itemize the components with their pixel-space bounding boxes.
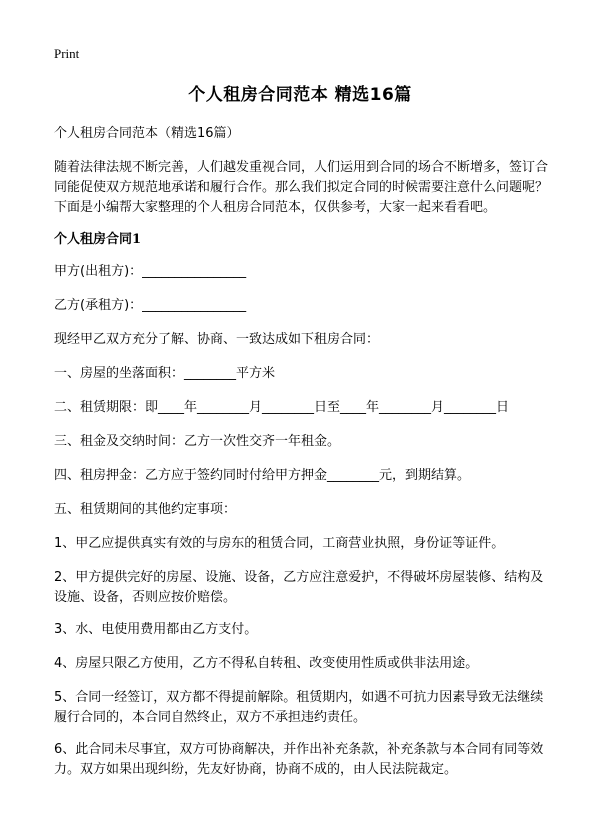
- party-a-line: 甲方(出租方)：________________: [54, 264, 247, 279]
- list-item-3: 3、水、电使用费用都由乙方支付。: [54, 622, 258, 637]
- section-heading: 个人租房合同1: [54, 232, 142, 247]
- print-label: Print: [54, 46, 80, 61]
- clause-4: 四、租房押金：乙方应于签约同时付给甲方押金________元，到期结算。: [54, 468, 471, 483]
- party-b-line: 乙方(承租方)：________________: [54, 298, 247, 313]
- list-item-4: 4、房屋只限乙方使用，乙方不得私自转租、改变使用性质或供非法用途。: [54, 656, 479, 671]
- page-title: 个人租房合同范本 精选16篇: [188, 85, 412, 105]
- clause-2: 二、租赁期限：即____年________月________日至____年________月________日: [54, 400, 510, 415]
- list-item-1: 1、甲乙应提供真实有效的与房东的租赁合同，工商营业执照，身份证等证件。: [54, 536, 505, 551]
- list-item-2: 2、甲方提供完好的房屋、设施、设备，乙方应注意爱护，不得破坏房屋装修、结构及设施、设备，否则应按价赔偿。: [54, 570, 544, 605]
- document-subtitle: 个人租房合同范本（精选16篇）: [54, 126, 240, 141]
- clause-1: 一、房屋的坐落面积：________平方米: [54, 366, 276, 381]
- agreement-line: 现经甲乙双方充分了解、协商、一致达成如下租房合同：: [54, 332, 380, 347]
- list-item-6: 6、此合同未尽事宜，双方可协商解决，并作出补充条款，补充条款与本合同有同等效力。双方如果出现纠纷，先友好协商，协商不成的，由人民法院裁定。: [54, 742, 544, 777]
- clause-5: 五、租赁期间的其他约定事项：: [54, 502, 237, 517]
- intro-paragraph: 随着法律法规不断完善，人们越发重视合同，人们运用到合同的场合不断增多，签订合同能促使双方规范地承诺和履行合作。那么我们拟定合同的时候需要注意什么问题呢？下面是小编帮大家整理的个人租房合同范本，仅供参考，大家一起来看看吧。: [54, 160, 549, 215]
- document-body: [54, 124, 550, 792]
- clause-3: 三、租金及交纳时间：乙方一次性交齐一年租金。: [54, 434, 341, 449]
- list-item-5: 5、合同一经签订，双方都不得提前解除。租赁期内，如遇不可抗力因素导致无法继续履行合同的，本合同自然终止，双方不承担违约责任。: [54, 690, 544, 725]
